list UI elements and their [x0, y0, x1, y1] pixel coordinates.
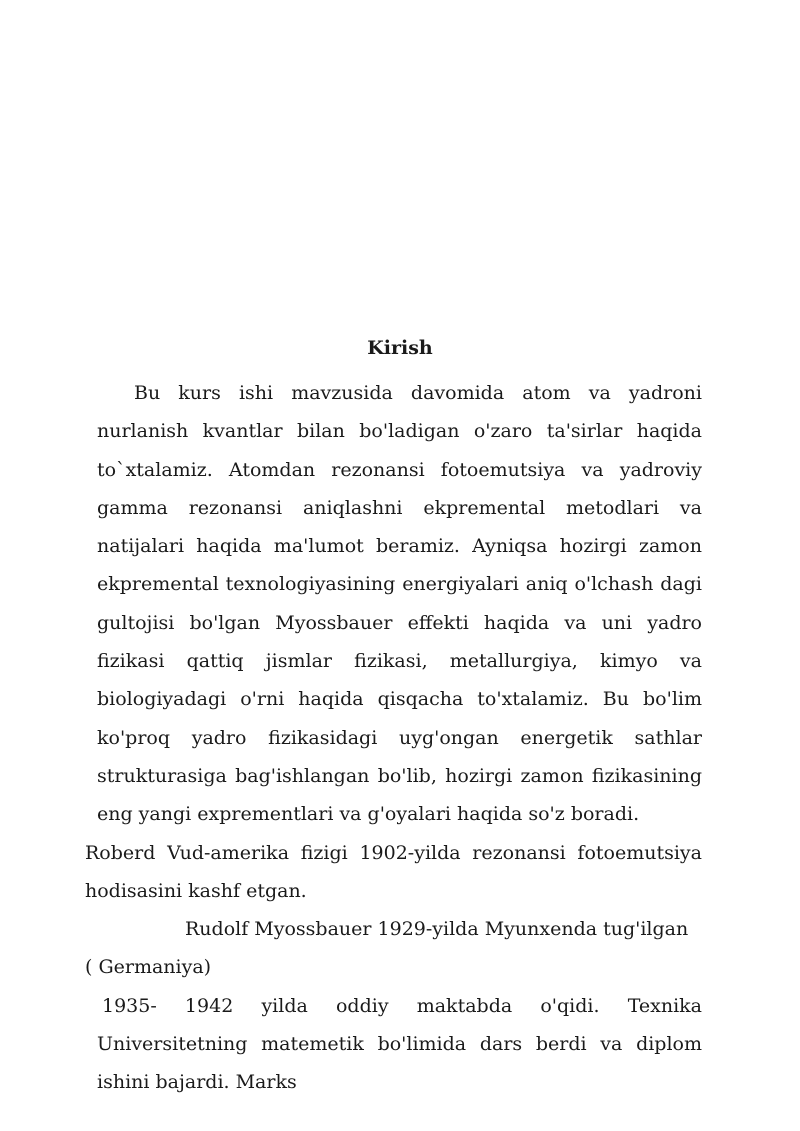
- paragraph-vud: Roberd Vud-amerika fizigi 1902-yilda rezonansi fotoemutsiya hodisasini kashf etgan.: [85, 841, 702, 902]
- paragraph-germany: ( Germaniya): [85, 956, 212, 979]
- paragraph-myossbauer: Rudolf Myossbauer 1929-yilda Myunxenda tug'ilgan: [185, 918, 689, 941]
- paragraph-intro: Bu kurs ishi mavzusida davomida atom va yadroni nurlanish kvantlar bilan bo'ladigan o'zaro ta'sirlar haqida to`xtalamiz. Atomdan rezonansi fotoemutsiya va yadroviy gamma rezonansi aniqlashni ekpremental metodlari va natijalari haqida ma'lumot beramiz. Ayniqsa hozirgi zamon ekpremental texnologiyasining energiyalari aniq o'lchash dagi gultojisi bo'lgan Myossbauer effekti haqida va uni yadro fizikasi qattiq jismlar fizikasi, metallurgiya, kimyo va biologiyadagi o'rni haqida qisqacha to'xtalamiz. Bu bo'lim ko'proq yadro fizikasidagi uyg'ongan energetik sathlar strukturasiga bag'ishlangan bo'lib, hozirgi zamon fizikasining eng yangi exprementlari va g'oyalari haqida so'z boradi.: [97, 382, 702, 826]
- body-text: [85, 374, 702, 1102]
- paragraph-education: 1935- 1942 yilda oddiy maktabda o'qidi. Texnika Universitetning matemetik bo'limida dars berdi va diplom ishini bajardi. Marks: [97, 994, 702, 1094]
- page-title: Kirish: [367, 337, 433, 359]
